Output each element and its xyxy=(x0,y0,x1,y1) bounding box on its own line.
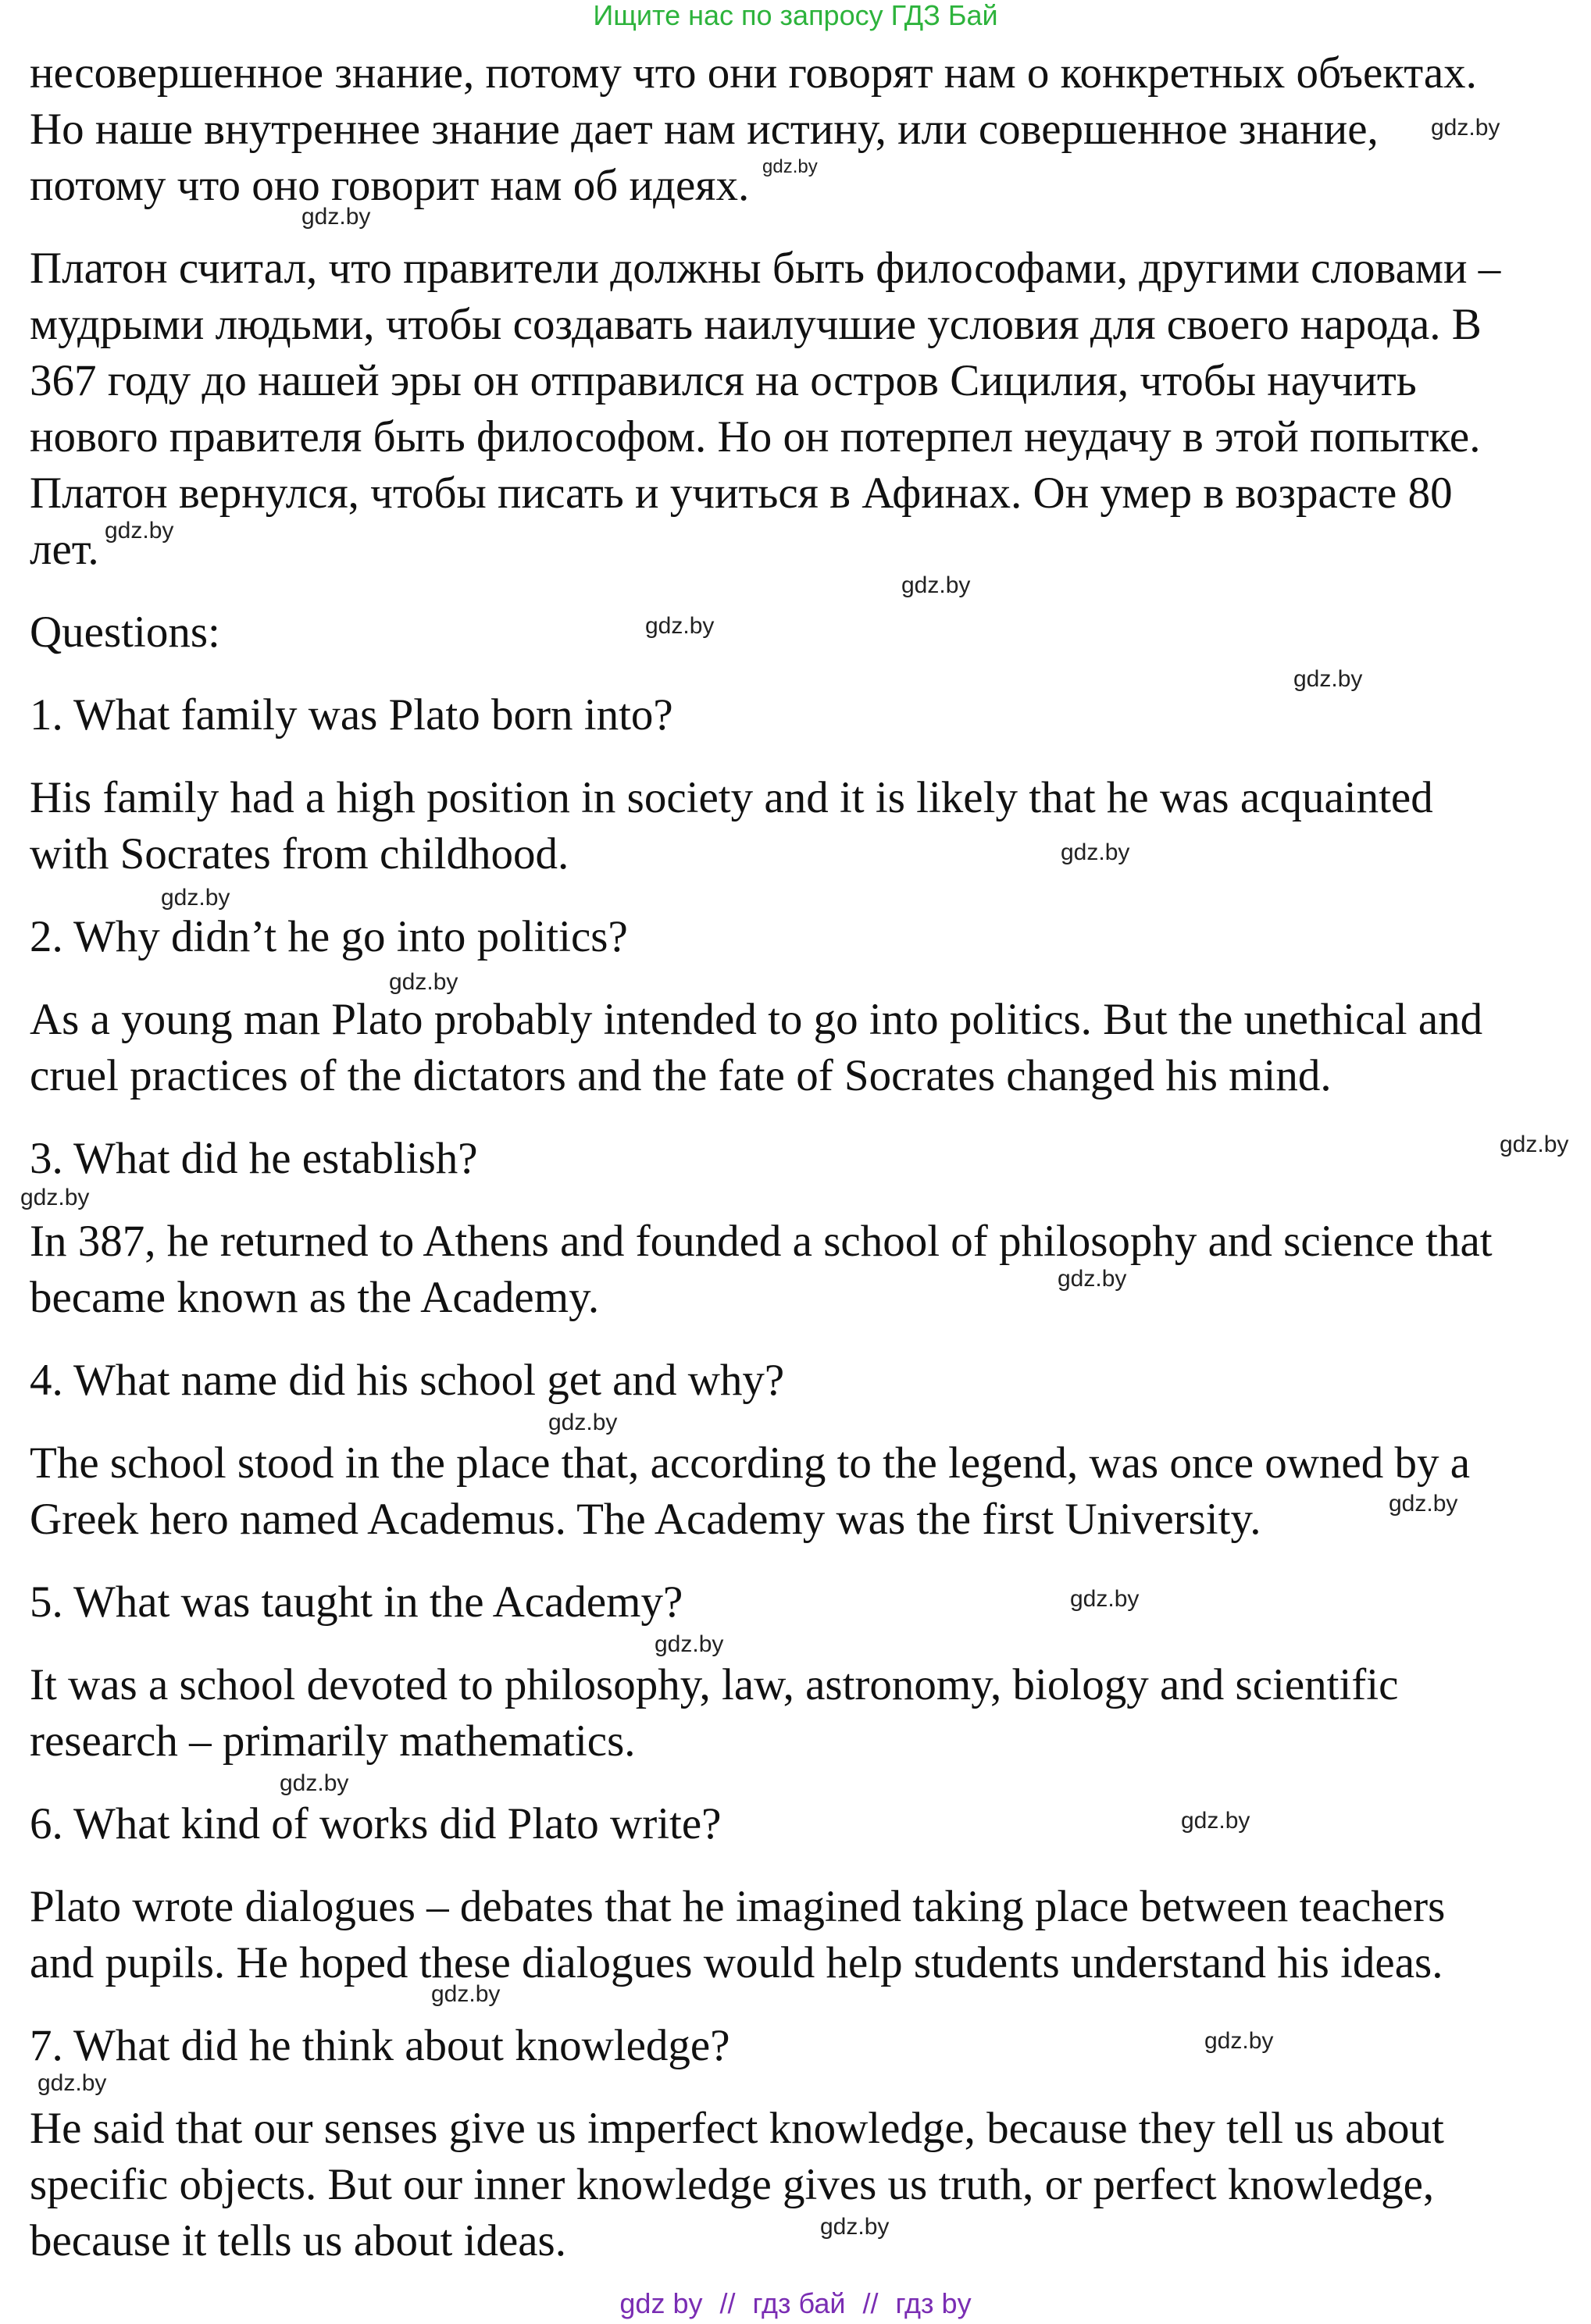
answer-line: and pupils. He hoped these dialogues would help students understand his ideas. xyxy=(30,1938,1443,1987)
watermark: gdz.by xyxy=(1061,839,1130,865)
watermark: gdz.by xyxy=(389,969,458,995)
answer-line: with Socrates from childhood. xyxy=(30,829,569,879)
watermark: gdz.by xyxy=(105,518,174,544)
watermark: gdz.by xyxy=(1204,2028,1274,2054)
answer-line: cruel practices of the dictators and the fate of Socrates changed his mind. xyxy=(30,1051,1332,1100)
footer-link-gdz-by[interactable]: gdz by xyxy=(619,2287,703,2319)
watermark: gdz.by xyxy=(1500,1132,1569,1157)
text-line: Платон вернулся, чтобы писать и учиться в Афинах. Он умер в возрасте 80 xyxy=(30,469,1453,518)
answer-line: In 387, he returned to Athens and founded a school of philosophy and science that xyxy=(30,1217,1493,1266)
watermark: gdz.by xyxy=(1181,1808,1250,1834)
watermark: gdz.by xyxy=(301,204,371,230)
footer-link-gdz-bai[interactable]: гдз бай xyxy=(752,2287,846,2319)
footer-separator: // xyxy=(862,2287,879,2319)
answer-line: specific objects. But our inner knowledge gives us truth, or perfect knowledge, xyxy=(30,2160,1435,2209)
question: 5. What was taught in the Academy? xyxy=(30,1577,683,1627)
question: 7. What did he think about knowledge? xyxy=(30,2021,730,2070)
answer-line: His family had a high position in society and it is likely that he was acquainted xyxy=(30,773,1433,822)
question: 2. Why didn’t he go into politics? xyxy=(30,912,628,961)
answer-line: As a young man Plato probably intended to go into politics. But the unethical and xyxy=(30,995,1483,1044)
header-search-link[interactable]: Ищите нас по запросу ГДЗ Бай xyxy=(593,0,998,31)
answer-line: because it tells us about ideas. xyxy=(30,2216,566,2265)
watermark: gdz.by xyxy=(1058,1266,1127,1292)
questions-heading: Questions: xyxy=(30,608,220,657)
answer-line: He said that our senses give us imperfect knowledge, because they tell us about xyxy=(30,2104,1444,2153)
question: 1. What family was Plato born into? xyxy=(30,690,673,740)
answer-line: Greek hero named Academus. The Academy was the first University. xyxy=(30,1495,1261,1544)
watermark: gdz.by xyxy=(762,156,818,177)
watermark: gdz.by xyxy=(1431,115,1500,141)
answer-line: It was a school devoted to philosophy, law, astronomy, biology and scientific xyxy=(30,1660,1399,1709)
footer-separator: // xyxy=(719,2287,736,2319)
watermark: gdz.by xyxy=(548,1410,618,1435)
text-line: мудрыми людьми, чтобы создавать наилучшие условия для своего народа. В xyxy=(30,300,1482,349)
watermark: gdz.by xyxy=(655,1631,724,1657)
text-line: Но наше внутреннее знание дает нам истину, или совершенное знание, xyxy=(30,105,1379,154)
text-line: потому что оно говорит нам об идеях. xyxy=(30,161,750,210)
answer-line: The school stood in the place that, according to the legend, was once owned by a xyxy=(30,1438,1471,1488)
watermark: gdz.by xyxy=(1293,666,1363,692)
text-line: несовершенное знание, потому что они говорят нам о конкретных объектах. xyxy=(30,48,1477,98)
answer-line: Plato wrote dialogues – debates that he imagined taking place between teachers xyxy=(30,1882,1446,1931)
watermark: gdz.by xyxy=(1070,1586,1140,1612)
watermark: gdz.by xyxy=(37,2070,107,2096)
watermark: gdz.by xyxy=(820,2214,890,2240)
question: 3. What did he establish? xyxy=(30,1134,478,1183)
watermark: gdz.by xyxy=(1389,1491,1458,1517)
watermark: gdz.by xyxy=(20,1185,90,1210)
watermark: gdz.by xyxy=(901,572,971,598)
question: 4. What name did his school get and why? xyxy=(30,1356,785,1405)
footer-link-gdz-by-ru[interactable]: гдз by xyxy=(895,2287,972,2319)
text-line: 367 году до нашей эры он отправился на остров Сицилия, чтобы научить xyxy=(30,356,1417,405)
question: 6. What kind of works did Plato write? xyxy=(30,1799,722,1848)
watermark: gdz.by xyxy=(645,613,715,639)
footer-links xyxy=(0,2288,1591,2319)
text-line: нового правителя быть философом. Но он потерпел неудачу в этой попытке. xyxy=(30,412,1481,462)
answer-line: became known as the Academy. xyxy=(30,1273,600,1322)
watermark: gdz.by xyxy=(161,885,230,911)
text-line: Платон считал, что правители должны быть философами, другими словами – xyxy=(30,244,1501,293)
answer-line: research – primarily mathematics. xyxy=(30,1716,636,1766)
watermark: gdz.by xyxy=(431,1981,501,2007)
text-line: лет. xyxy=(30,525,99,574)
watermark: gdz.by xyxy=(280,1770,349,1796)
